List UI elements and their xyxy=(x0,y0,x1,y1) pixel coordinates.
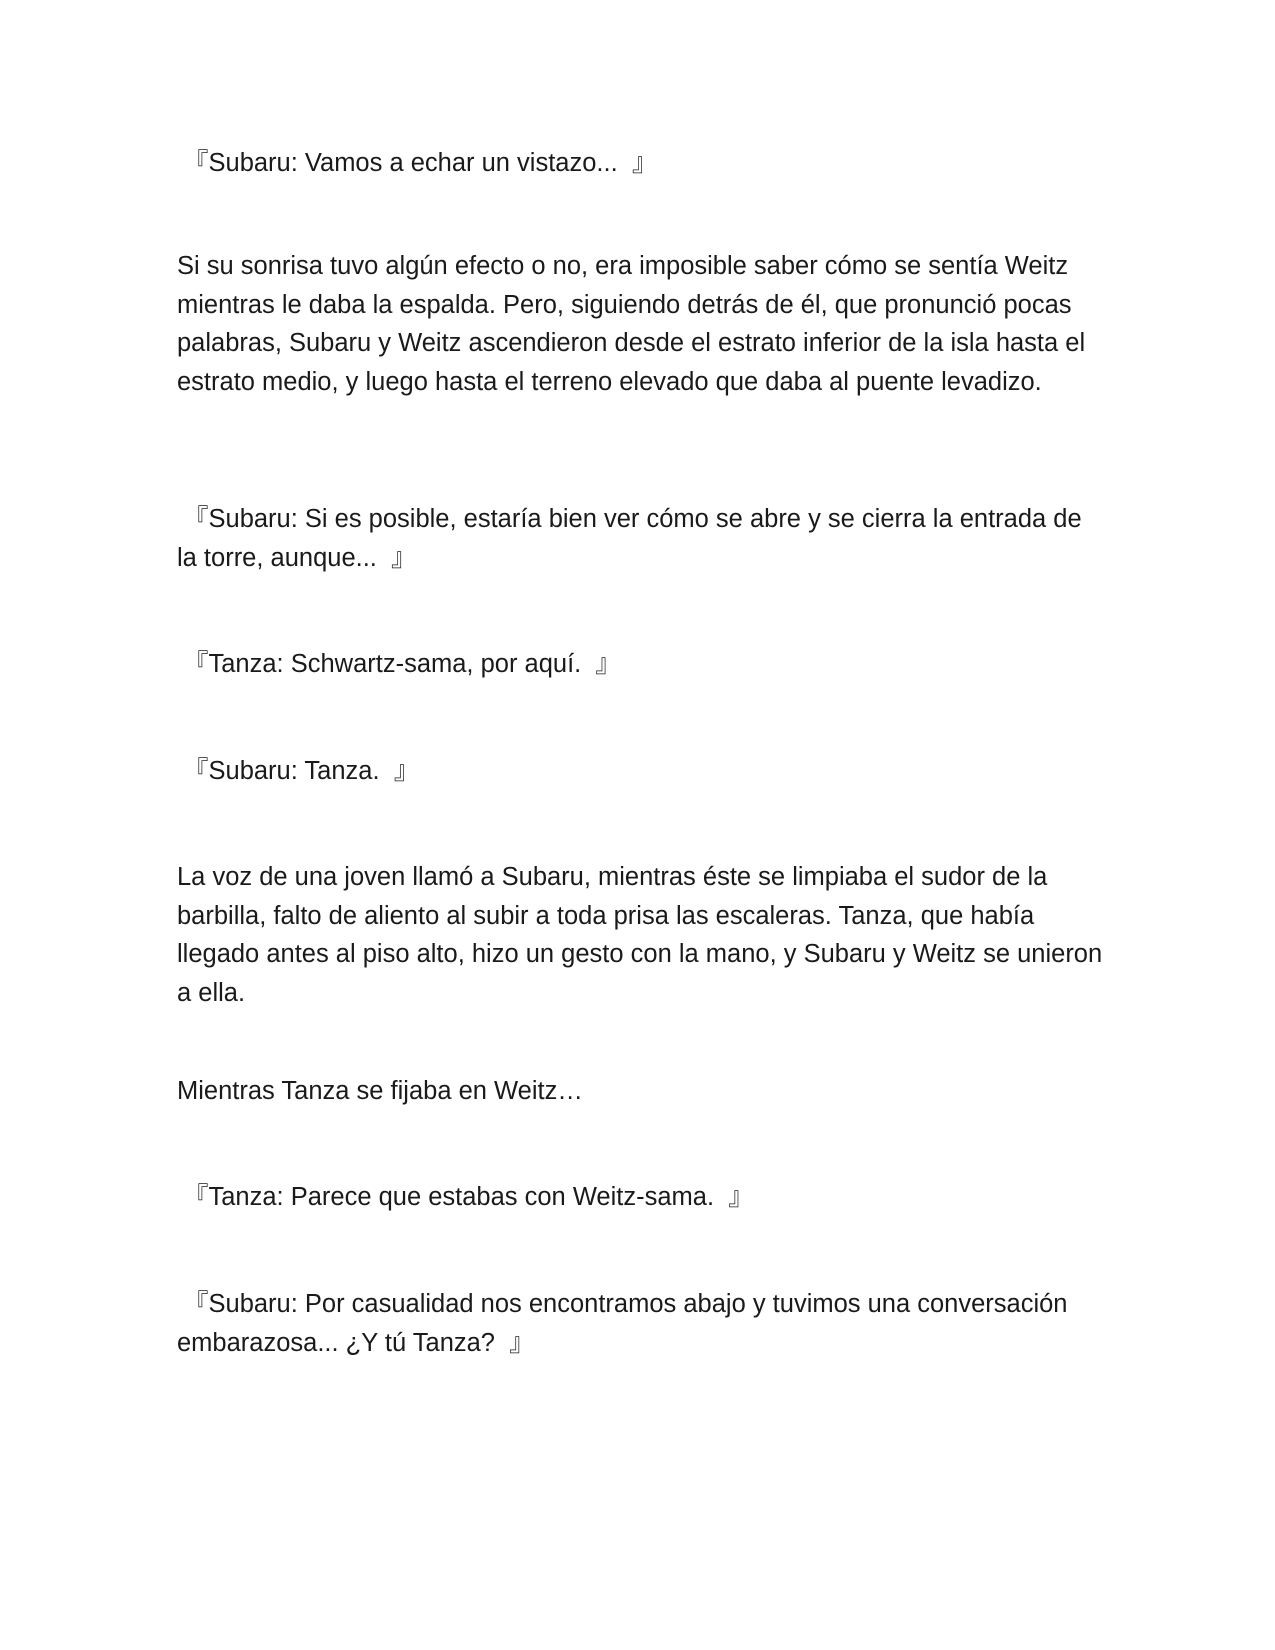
narration-paragraph: La voz de una joven llamó a Subaru, mientras éste se limpiaba el sudor de la barbilla, falto de aliento al subir a toda prisa las escaleras. Tanza, que había llegado antes al piso alto, hizo un gesto con la mano, y Subaru y Weitz se unieron a ella. xyxy=(177,863,1110,1007)
narration-paragraph: Mientras Tanza se fijaba en Weitz… xyxy=(177,1077,583,1105)
dialogue-line-subaru: 『Subaru: Vamos a echar un vistazo... 』 xyxy=(183,149,658,177)
dialogue-line-tanza: 『Tanza: Parece que estabas con Weitz-sama. 』 xyxy=(183,1183,754,1211)
dialogue-line-tanza: 『Tanza: Schwartz-sama, por aquí. 』 xyxy=(183,650,621,678)
dialogue-line-subaru: 『Subaru: Si es posible, estaría bien ver cómo se abre y se cierra la entrada de la torre, aunque... 』 xyxy=(177,505,1089,572)
dialogue-line-subaru: 『Subaru: Tanza. 』 xyxy=(183,757,420,785)
dialogue-line-subaru: 『Subaru: Por casualidad nos encontramos abajo y tuvimos una conversación embarazosa... ¿Y tú Tanza? 』 xyxy=(177,1290,1075,1357)
narration-paragraph: Si su sonrisa tuvo algún efecto o no, era imposible saber cómo se sentía Weitz mientras le daba la espalda. Pero, siguiendo detrás de él, que pronunció pocas palabras, Subaru y Weitz ascendieron desde el estrato inferior de la isla hasta el estrato medio, y luego hasta el terreno elevado que daba al puente levadizo. xyxy=(177,252,1093,396)
